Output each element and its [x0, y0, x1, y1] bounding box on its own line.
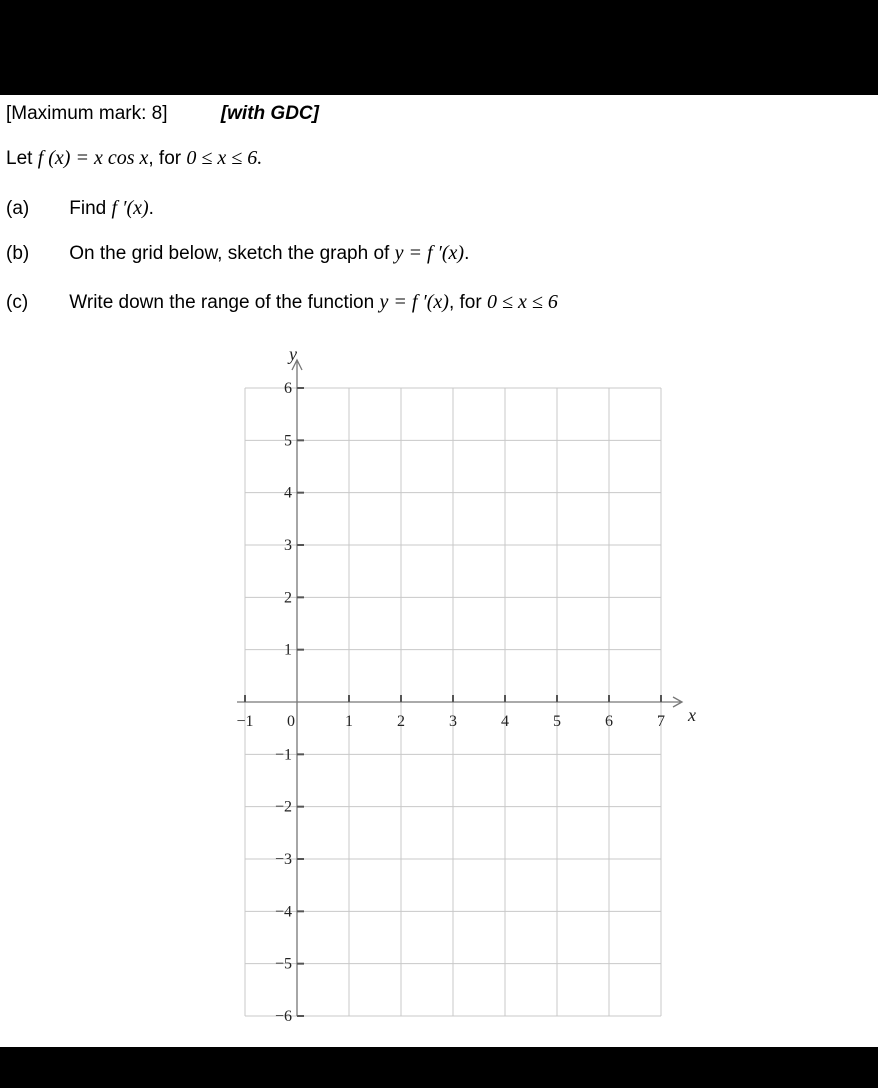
max-mark: [Maximum mark: 8] [6, 103, 168, 124]
part-b-end: . [464, 243, 470, 264]
part-a-label: (a) [6, 198, 30, 219]
y-tick-label: −1 [274, 746, 292, 764]
x-tick-label: 6 [605, 713, 613, 730]
y-tick-label: 2 [284, 589, 292, 607]
x-tick-label: 2 [397, 713, 405, 730]
answer-grid [0, 95, 878, 1047]
x-tick-label: 4 [501, 713, 509, 730]
y-tick-label: −5 [274, 955, 292, 973]
x-tick-label: 0 [287, 713, 295, 730]
worksheet [0, 95, 878, 1047]
top-black-bar [0, 0, 878, 95]
gdc-note: [with GDC] [220, 103, 319, 124]
y-tick-label: 6 [284, 380, 292, 397]
x-tick-label: 7 [657, 713, 665, 730]
x-tick-label: 1 [345, 713, 353, 730]
y-tick-label: −3 [274, 851, 292, 868]
domain: 0 ≤ x ≤ 6. [186, 147, 263, 169]
let-word: Let [6, 148, 33, 169]
y-tick-label: 4 [284, 484, 292, 502]
function-definition: f (x) = x cos x [37, 147, 149, 169]
x-axis-label: x [688, 705, 696, 725]
y-tick-label: −2 [274, 798, 292, 816]
y-tick-label: −6 [274, 1008, 292, 1025]
part-b-math: y = f ′(x) [394, 242, 465, 264]
part-a-text: Find [69, 198, 107, 219]
x-tick-label: 3 [449, 713, 457, 730]
part-a-end: . [148, 198, 154, 219]
y-axis-label: y [289, 344, 297, 364]
part-a-math: f ′(x) [111, 197, 149, 219]
bottom-black-bar [0, 1047, 878, 1088]
x-tick-label: −1 [236, 713, 254, 730]
part-b-text: On the grid below, sketch the graph of [69, 243, 390, 264]
part-c-text: Write down the range of the function [69, 292, 375, 313]
part-c-label: (c) [6, 292, 29, 313]
y-tick-label: 3 [284, 537, 292, 554]
part-c-domain: 0 ≤ x ≤ 6 [486, 291, 558, 313]
x-tick-label: 5 [553, 713, 561, 730]
part-c-after: , for [448, 292, 482, 313]
domain-separator: , for [148, 148, 182, 169]
y-tick-label: 1 [284, 641, 292, 659]
y-tick-label: 5 [284, 432, 292, 450]
y-tick-label: −4 [274, 903, 292, 921]
part-b-label: (b) [6, 243, 30, 264]
part-c-math: y = f ′(x) [379, 291, 449, 313]
